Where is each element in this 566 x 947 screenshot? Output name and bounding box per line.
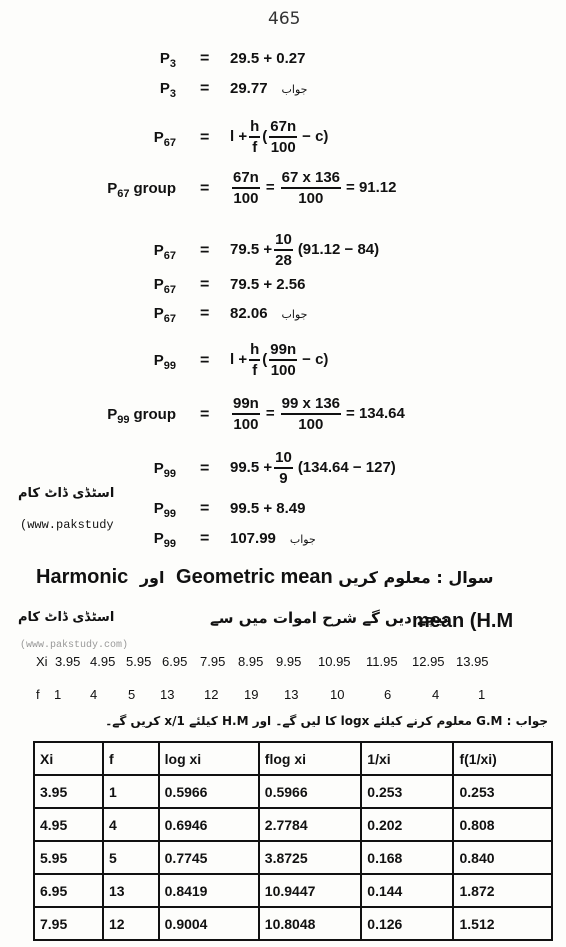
rhs-suffix: − c) [302,350,329,368]
group-label: group [133,406,176,423]
question-label: سوال : معلوم کریں [338,568,494,587]
rhs-bracket: ( [262,350,268,368]
xi-value: 7.95 [200,654,226,669]
data-table [33,741,553,941]
rhs-value: 79.5 + 2.56 [230,276,306,293]
fraction-numerator: 10 [274,230,293,251]
equation-lhs [160,80,176,100]
equation-rhs [230,117,328,157]
question-hm: mean (H.M [412,610,514,632]
table-header-row [34,742,552,775]
fraction-denominator: f [252,362,258,379]
rhs-suffix: (91.12 − 84) [297,240,380,258]
fraction-denominator: 100 [270,362,296,379]
equals-sign: = [200,180,210,197]
equation-lhs [154,276,176,296]
equation-rhs [230,448,396,488]
fraction-denominator: 100 [233,190,259,207]
answer-tag: جواب [289,533,316,546]
xi-value: 9.95 [276,654,302,669]
rhs-prefix: l + [230,127,248,145]
xi-value: 12.95 [412,654,445,669]
question-harmonic: Harmonic [36,566,129,588]
variable-p: P [159,50,170,67]
question-aur: اور [139,568,165,587]
equation-lhs [154,129,176,149]
rhs-suffix: − c) [302,127,329,145]
equation-lhs [154,500,176,520]
table-cell: 7.95 [34,907,103,940]
fraction-denominator: 100 [298,416,324,433]
table-cell: 0.8419 [159,874,259,907]
table-cell: 2.7784 [259,808,362,841]
page-number: 465 [268,9,301,29]
fraction [249,340,260,380]
f-value: 6 [384,687,392,702]
variable-subscript: 3 [169,58,176,70]
equals-sign: = [200,305,210,322]
f-value: 1 [54,687,62,702]
fraction [249,117,260,157]
table-cell: 0.5966 [259,775,362,808]
equation-rhs [230,50,305,67]
xi-value: 4.95 [90,654,116,669]
fraction [281,168,341,208]
table-cell: 0.253 [361,775,453,808]
equals-sign-inner: = [265,178,275,196]
variable-p: P [153,242,164,259]
f-value: 13 [284,687,299,702]
fraction-numerator: 99n [232,394,260,415]
rhs-value: 99.5 + 8.49 [230,500,306,517]
fraction [274,230,293,270]
watermark-urdu: اسٹڈی ڈاٹ کام [18,486,115,501]
variable-subscript: 3 [169,88,176,100]
equation-lhs [154,460,176,480]
f-value: 12 [204,687,219,702]
fraction-denominator: 100 [298,190,324,207]
table-cell: 4 [103,808,159,841]
variable-p: P [107,406,118,423]
rhs-prefix: l + [230,350,248,368]
table-cell: 5.95 [34,841,103,874]
question-urdu-2: نیچے دیں گے شرح اموات میں سے [210,609,449,627]
rhs-value: 29.77 [230,80,268,97]
question-line-1 [36,566,493,589]
answer-note: جواب : G.M معلوم کرنے کیلئے logx کا لیں گے۔ اور H.M کیلئے 1/x کریں گے۔ [105,714,548,728]
fraction-numerator: 10 [274,448,293,469]
f-row-label: f [36,687,40,702]
table-cell: 0.840 [453,841,552,874]
equation-rhs [230,500,305,517]
f-value: 19 [244,687,259,702]
table-header-cell: f(1/xi) [453,742,552,775]
equation-rhs [230,305,307,322]
xi-row-label: Xi [36,654,48,669]
table-header-cell: log xi [159,742,259,775]
fraction [274,448,293,488]
table-cell: 6.95 [34,874,103,907]
variable-subscript: 99 [163,360,176,372]
fraction [232,394,260,434]
variable-p: P [107,180,118,197]
fraction [269,117,297,157]
table-cell: 3.95 [34,775,103,808]
table-cell: 3.8725 [259,841,362,874]
variable-p: P [153,352,164,369]
table-row [34,808,552,841]
f-value: 1 [478,687,486,702]
equals-sign: = [200,352,210,369]
f-value: 10 [330,687,345,702]
table-cell: 0.7745 [159,841,259,874]
table-cell: 5 [103,841,159,874]
fraction-numerator: 99n [269,340,297,361]
equals-sign: = [200,50,210,67]
variable-subscript: 67 [163,250,176,262]
table-header-cell: f [103,742,159,775]
equation-rhs [230,530,316,547]
fraction-numerator: 99 x 136 [281,394,341,415]
fraction [281,394,341,434]
variable-subscript: 99 [163,468,176,480]
rhs-suffix: = 134.64 [346,404,405,422]
equals-sign: = [200,460,210,477]
rhs-value: 107.99 [230,530,276,547]
table-cell: 0.6946 [159,808,259,841]
equation-lhs [160,50,176,70]
fraction-numerator: h [249,117,260,138]
table-cell: 0.168 [361,841,453,874]
f-row [36,687,40,702]
fraction [269,340,297,380]
rhs-suffix: (134.64 − 127) [297,458,396,476]
f-value: 5 [128,687,136,702]
fraction-numerator: 67n [269,117,297,138]
equals-sign: = [200,406,210,423]
table-cell: 0.202 [361,808,453,841]
variable-subscript: 67 [163,284,176,296]
rhs-value: 82.06 [230,305,268,322]
table-cell: 10.9447 [259,874,362,907]
xi-value: 8.95 [238,654,264,669]
table-cell: 13 [103,874,159,907]
table-row [34,907,552,940]
rhs-prefix: 79.5 + [230,240,273,258]
watermark-url-2: (www.pakstudy.com) [20,640,129,651]
equals-sign: = [200,530,210,547]
variable-subscript: 67 [163,137,176,149]
f-value: 13 [160,687,175,702]
xi-value: 13.95 [456,654,489,669]
equals-sign-inner: = [265,404,275,422]
equation-rhs [230,276,305,293]
equation-lhs [154,530,176,550]
equation-lhs [154,305,176,325]
fraction-numerator: 67 x 136 [281,168,341,189]
answer-tag: جواب [281,308,308,321]
table-row [34,775,552,808]
table-cell: 4.95 [34,808,103,841]
variable-p: P [153,305,164,322]
variable-subscript: 67 [163,313,176,325]
table-cell: 12 [103,907,159,940]
variable-subscript: 99 [117,414,130,426]
rhs-suffix: = 91.12 [346,178,397,196]
table-cell: 1.872 [453,874,552,907]
rhs-prefix: 99.5 + [230,458,273,476]
equation-rhs [230,230,379,270]
fraction [232,168,260,208]
equals-sign: = [200,129,210,146]
question-geometric-mean: Geometric mean [176,566,333,588]
equation-lhs [154,352,176,372]
table-cell: 0.126 [361,907,453,940]
table-header-cell: flog xi [259,742,362,775]
table-cell: 0.5966 [159,775,259,808]
f-value: 4 [432,687,440,702]
equals-sign: = [200,80,210,97]
table-header-cell: 1/xi [361,742,453,775]
equation-lhs [154,242,176,262]
variable-subscript: 67 [117,188,130,200]
table-cell: 0.9004 [159,907,259,940]
table-cell: 1 [103,775,159,808]
f-value: 4 [90,687,98,702]
fraction-denominator: 100 [270,139,296,156]
fraction-denominator: 28 [275,252,292,269]
table-header-cell: Xi [34,742,103,775]
equals-sign: = [200,276,210,293]
variable-subscript: 99 [163,508,176,520]
table-cell: 10.8048 [259,907,362,940]
xi-value: 3.95 [55,654,81,669]
xi-row [36,654,48,669]
variable-p: P [153,129,164,146]
table-row [34,841,552,874]
table-cell: 0.808 [453,808,552,841]
equation-rhs [230,340,328,380]
xi-value: 10.95 [318,654,351,669]
table-row [34,874,552,907]
watermark-url: (www.pakstudy [20,518,114,532]
equals-sign: = [200,500,210,517]
watermark-urdu-2: اسٹڈی ڈاٹ کام [18,610,115,625]
fraction-denominator: 9 [279,470,288,487]
xi-value: 6.95 [162,654,188,669]
variable-p: P [159,80,170,97]
xi-value: 5.95 [126,654,152,669]
table-body [34,775,552,940]
variable-p: P [153,530,164,547]
fraction-denominator: f [252,139,258,156]
variable-subscript: 99 [163,538,176,550]
rhs-value: 29.5 + 0.27 [230,50,306,67]
table-cell: 1.512 [453,907,552,940]
equation-lhs [107,406,176,426]
fraction-numerator: 67n [232,168,260,189]
table-cell: 0.144 [361,874,453,907]
equation-rhs [230,80,307,97]
variable-p: P [153,276,164,293]
group-label: group [133,180,176,197]
rhs-bracket: ( [262,127,268,145]
equation-rhs [230,394,405,434]
answer-tag: جواب [281,83,308,96]
xi-value: 11.95 [366,654,398,669]
equation-lhs [107,180,176,200]
variable-p: P [153,460,164,477]
variable-p: P [153,500,164,517]
fraction-denominator: 100 [233,416,259,433]
fraction-numerator: h [249,340,260,361]
equation-rhs [230,168,396,208]
equals-sign: = [200,242,210,259]
table-cell: 0.253 [453,775,552,808]
